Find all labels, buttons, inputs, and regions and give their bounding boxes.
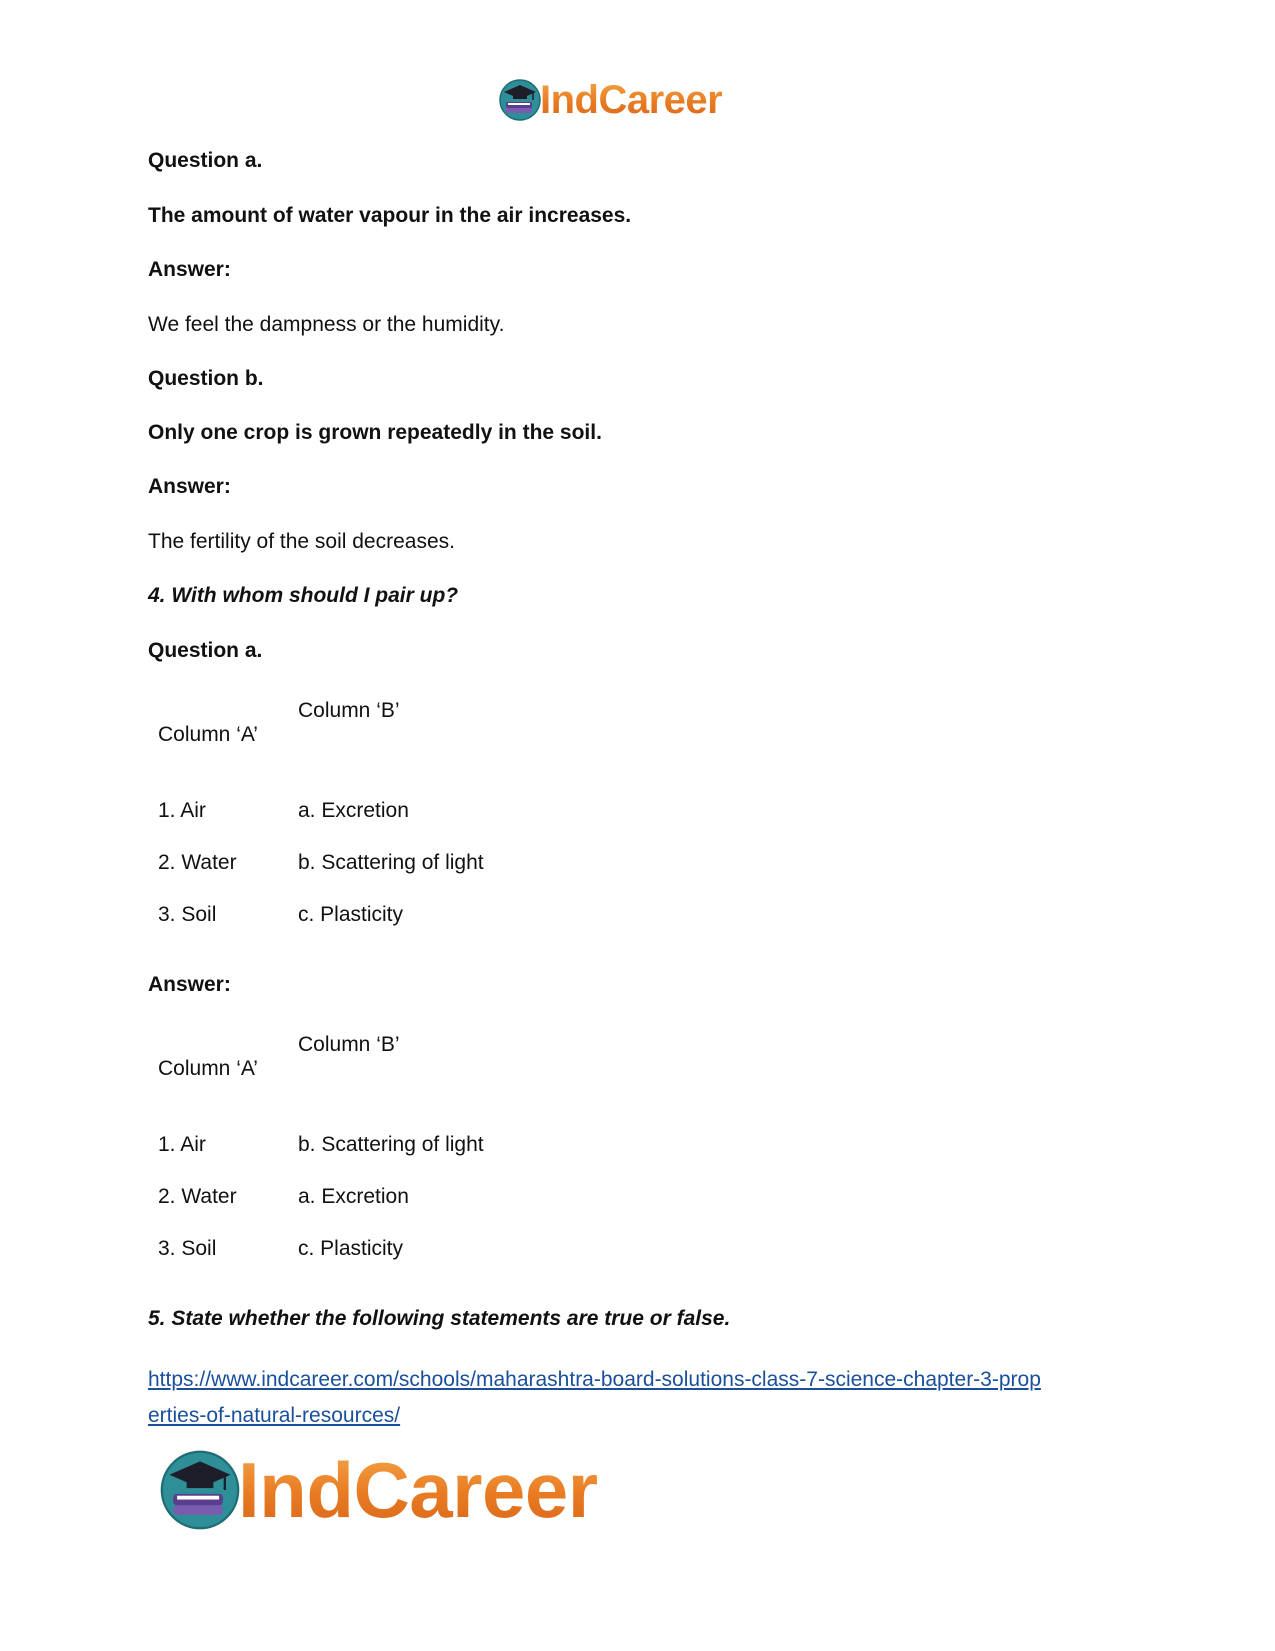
table-cell-a: 2. Water bbox=[158, 1185, 237, 1208]
table-cell-b: a. Excretion bbox=[298, 1185, 409, 1208]
section-heading: 5. State whether the following statements are true or false. bbox=[148, 1307, 731, 1330]
table-cell-a: 3. Soil bbox=[158, 1237, 217, 1260]
table-cell-b: a. Excretion bbox=[298, 799, 409, 822]
header-logo bbox=[498, 78, 722, 122]
column-b-header: Column ‘B’ bbox=[298, 699, 400, 722]
source-link-line-2[interactable]: erties-of-natural-resources/ bbox=[148, 1404, 401, 1427]
table-cell-a: 2. Water bbox=[158, 851, 237, 874]
logo-wordmark: IndCareer bbox=[238, 1446, 598, 1534]
source-link-line-1[interactable]: https://www.indcareer.com/schools/maharashtra-board-solutions-class-7-science-chapter-3-prop bbox=[148, 1368, 1041, 1391]
table-cell-a: 1. Air bbox=[158, 799, 206, 822]
question-label: Question a. bbox=[148, 639, 263, 662]
question-label: Question a. bbox=[148, 149, 263, 172]
table-cell-a: 1. Air bbox=[158, 1133, 206, 1156]
table-cell-b: c. Plasticity bbox=[298, 1237, 404, 1260]
question-text: The amount of water vapour in the air increases. bbox=[148, 204, 632, 227]
column-a-header: Column ‘A’ bbox=[158, 1057, 258, 1080]
answer-text: We feel the dampness or the humidity. bbox=[148, 313, 505, 336]
question-text: Only one crop is grown repeatedly in the soil. bbox=[148, 421, 602, 444]
answer-label: Answer: bbox=[148, 258, 231, 281]
logo-wordmark: IndCareer bbox=[540, 78, 723, 122]
column-b-header: Column ‘B’ bbox=[298, 1033, 400, 1056]
table-cell-b: b. Scattering of light bbox=[298, 851, 484, 874]
footer-logo bbox=[158, 1448, 598, 1532]
section-heading: 4. With whom should I pair up? bbox=[148, 584, 459, 607]
source-link[interactable] bbox=[148, 1362, 1041, 1434]
graduation-book-icon bbox=[158, 1448, 242, 1532]
answer-text: The fertility of the soil decreases. bbox=[148, 530, 455, 553]
answer-match-table bbox=[158, 1032, 558, 1272]
column-a-header: Column ‘A’ bbox=[158, 723, 258, 746]
graduation-book-icon bbox=[498, 78, 542, 122]
table-cell-b: c. Plasticity bbox=[298, 903, 404, 926]
question-label: Question b. bbox=[148, 367, 264, 390]
answer-label: Answer: bbox=[148, 973, 231, 996]
answer-label: Answer: bbox=[148, 475, 231, 498]
question-match-table bbox=[158, 698, 558, 938]
table-cell-a: 3. Soil bbox=[158, 903, 217, 926]
table-cell-b: b. Scattering of light bbox=[298, 1133, 484, 1156]
